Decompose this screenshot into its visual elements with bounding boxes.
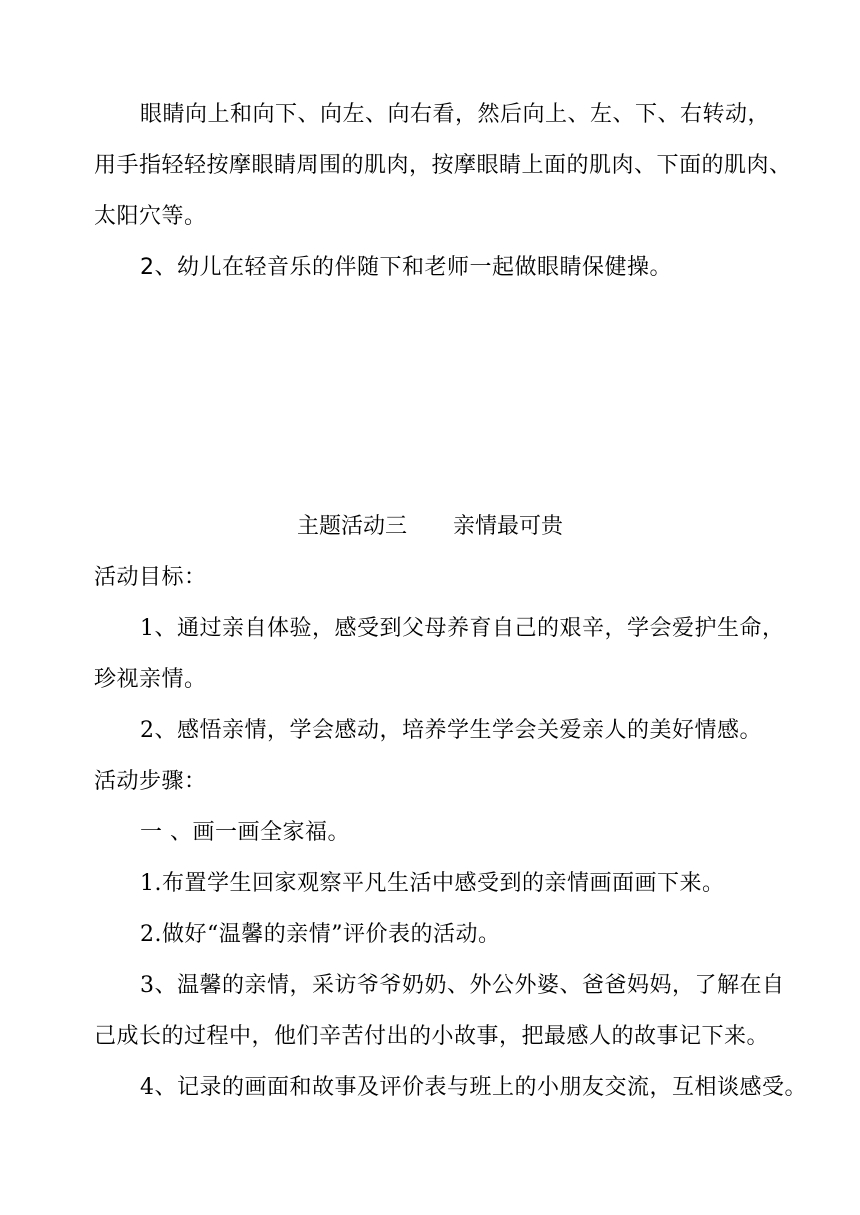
list-item: 2、感悟亲情，学会感动，培养学生学会关爱亲人的美好情感。 xyxy=(140,718,762,743)
paragraph-line: 眼睛向上和向下、向左、向右看，然后向上、左、下、右转动， xyxy=(140,102,771,127)
list-item: 一 、画一画全家福。 xyxy=(140,820,350,845)
section-heading: 活动目标： xyxy=(94,565,207,590)
page-title xyxy=(0,512,860,542)
title-left: 主题活动三 xyxy=(296,514,407,539)
section-heading: 活动步骤： xyxy=(94,769,207,794)
title-right: 亲情最可贵 xyxy=(453,514,564,539)
paragraph-line: 太阳穴等。 xyxy=(94,204,207,229)
list-item: 1、通过亲自体验，感受到父母养育自己的艰辛，学会爱护生命， xyxy=(140,616,785,641)
list-item: 1.布置学生回家观察平凡生活中感受到的亲情画面画下来。 xyxy=(140,871,725,896)
paragraph-line: 己成长的过程中，他们辛苦付出的小故事，把最感人的故事记下来。 xyxy=(94,1024,770,1049)
list-item: 2.做好“温馨的亲情”评价表的活动。 xyxy=(140,922,501,947)
list-item: 3、温馨的亲情，采访爷爷奶奶、外公外婆、爸爸妈妈，了解在自 xyxy=(140,973,785,998)
paragraph-line: 用手指轻轻按摩眼睛周围的肌肉，按摩眼睛上面的肌肉、下面的肌肉、 xyxy=(94,153,792,178)
list-item: 4、记录的画面和故事及评价表与班上的小朋友交流，互相谈感受。 xyxy=(140,1075,807,1100)
paragraph-line: 珍视亲情。 xyxy=(94,667,207,692)
list-item: 2、幼儿在轻音乐的伴随下和老师一起做眼睛保健操。 xyxy=(140,255,672,280)
